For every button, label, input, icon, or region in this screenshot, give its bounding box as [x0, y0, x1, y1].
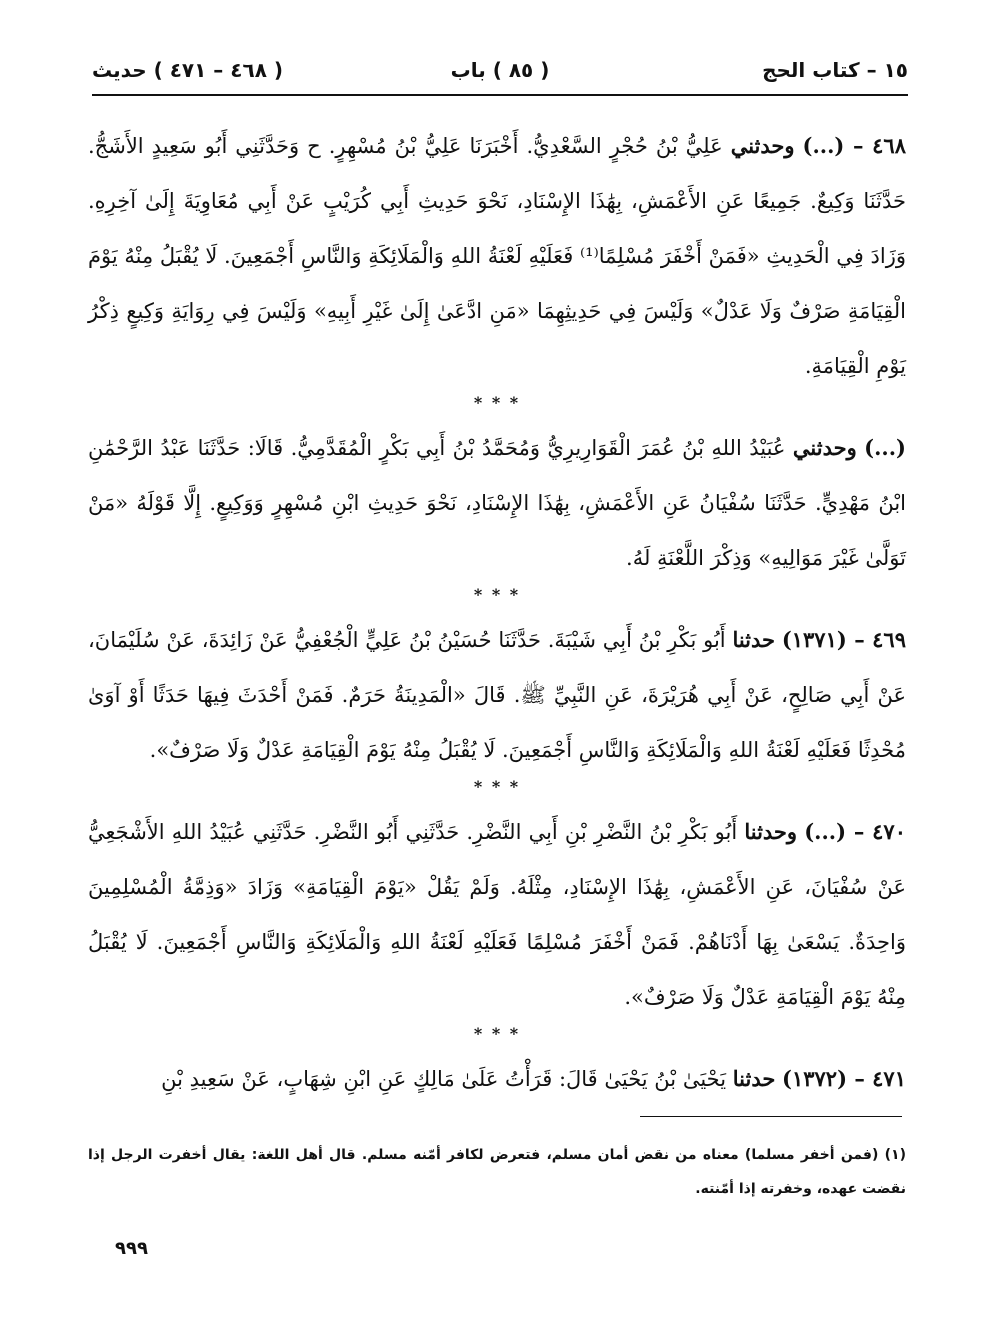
hadith-text	[88, 118, 906, 1107]
hadith-470	[88, 804, 906, 1025]
section-separator: * * *	[473, 585, 521, 604]
section-separator: * * *	[473, 1024, 521, 1043]
narration-lead: حدثنا	[732, 627, 776, 652]
header-chapter: ( ٨٥ ) باب	[450, 58, 550, 82]
footnote: (١) (فمن أخفر مسلما) معناه من نقض أمان مسلم، فتعرض لكافر أمّنه مسلم. قال أهل اللغة: يقال أخفرت الرجل إذا نقضت عهده، وخفرته إذا أمّنته.	[88, 1147, 906, 1197]
section-separator: * * *	[473, 777, 521, 796]
page-number: ٩٩٩	[115, 1238, 148, 1259]
hadith-468	[88, 118, 906, 394]
hadith-468-b	[88, 420, 906, 586]
header-book-title: ١٥ – كتاب الحج	[762, 58, 908, 82]
hadith-body: أَبُو بَكْرِ بْنُ النَّضْرِ بْنِ أَبِي النَّضْرِ. حَدَّثَنِي أَبُو النَّضْرِ. حَدَّثَنِي عُبَيْدُ اللهِ الأَشْجَعِيُّ عَنْ سُفْيَانَ، عَنِ الأَعْمَشِ، بِهَٰذَا الإِسْنَادِ، مِثْلَهُ. وَلَمْ يَقُلْ «يَوْمَ الْقِيَامَةِ» وَزَادَ «وَذِمَّةُ الْمُسْلِمِينَ وَاحِدَةٌ. يَسْعَىٰ بِهَا أَدْنَاهُمْ. فَمَنْ أَخْفَرَ مُسْلِمًا فَعَلَيْهِ لَعْنَةُ اللهِ وَالْمَلَائِكَةِ وَالنَّاسِ أَجْمَعِينَ. لَا يُقْبَلُ مِنْهُ يَوْمَ الْقِيَامَةِ عَدْلٌ وَلَا صَرْفٌ».	[88, 820, 906, 1009]
hadith-number: (...)	[864, 435, 906, 460]
narration-lead: وحدثني	[792, 435, 857, 460]
running-header	[92, 52, 908, 96]
narration-lead: وحدثني	[730, 133, 795, 158]
hadith-body: عُبَيْدُ اللهِ بْنُ عُمَرَ الْقَوَارِيرِيُّ وَمُحَمَّدُ بْنُ أَبِي بَكْرٍ الْمُقَدَّمِيُّ. قَالَا: حَدَّثَنَا عَبْدُ الرَّحْمَٰنِ ابْنُ مَهْدِيٍّ. حَدَّثَنَا سُفْيَانُ عَنِ الأَعْمَشِ، بِهَٰذَا الإِسْنَادِ، نَحْوَ حَدِيثِ ابْنِ مُسْهِرٍ وَوَكِيعٍ. إِلَّا قَوْلَهُ «مَنْ تَوَلَّىٰ غَيْرَ مَوَالِيهِ» وَذِكْرَ اللَّعْنَةِ لَهُ.	[88, 436, 906, 570]
hadith-469	[88, 612, 906, 778]
footnote-rule	[640, 1116, 902, 1117]
narration-lead: وحدثنا	[744, 819, 798, 844]
hadith-number: ٤٧٠ – (...)	[804, 819, 906, 844]
header-hadith-range: ( ٤٦٨ – ٤٧١ ) حديث	[92, 58, 284, 82]
section-separator: * * *	[473, 393, 521, 412]
hadith-471	[88, 1051, 906, 1107]
hadith-body: أَبُو بَكْرِ بْنُ أَبِي شَيْبَةَ. حَدَّثَنَا حُسَيْنُ بْنُ عَلِيٍّ الْجُعْفِيُّ عَنْ زَائِدَةَ، عَنْ سُلَيْمَانَ، عَنْ أَبِي صَالِحٍ، عَنْ أَبِي هُرَيْرَةَ، عَنِ النَّبِيِّ ﷺ. قَالَ «الْمَدِينَةُ حَرَمٌ. فَمَنْ أَحْدَثَ فِيهَا حَدَثًا أَوْ آوَىٰ مُحْدِثًا فَعَلَيْهِ لَعْنَةُ اللهِ وَالْمَلَائِكَةِ وَالنَّاسِ أَجْمَعِينَ. لَا يُقْبَلُ مِنْهُ يَوْمَ الْقِيَامَةِ عَدْلٌ وَلَا صَرْفٌ».	[88, 628, 906, 762]
header-rule	[92, 94, 908, 96]
narration-lead: حدثنا	[732, 1066, 776, 1091]
hadith-number: ٤٦٩ – (١٣٧١)	[781, 627, 906, 652]
hadith-number: ٤٦٨ – (...)	[802, 133, 906, 158]
hadith-number: ٤٧١ – (١٣٧٢)	[782, 1066, 906, 1091]
hadith-body: يَحْيَىٰ بْنُ يَحْيَىٰ قَالَ: قَرَأْتُ عَلَىٰ مَالِكٍ عَنِ ابْنِ شِهَابٍ، عَنْ سَعِيدِ بْنِ	[161, 1067, 727, 1091]
hadith-body: عَلِيُّ بْنُ حُجْرٍ السَّعْدِيُّ. أَخْبَرَنَا عَلِيُّ بْنُ مُسْهِرٍ. ح وَحَدَّثَنِي أَبُو سَعِيدٍ الأَشَجُّ. حَدَّثَنَا وَكِيعٌ. جَمِيعًا عَنِ الأَعْمَشِ، بِهَٰذَا الإِسْنَادِ، نَحْوَ حَدِيثِ أَبِي كُرَيْبٍ عَنْ أَبِي مُعَاوِيَةَ إِلَىٰ آخِرِهِ. وَزَادَ فِي الْحَدِيثِ «فَمَنْ أَخْفَرَ مُسْلِمًا⁽¹⁾ فَعَلَيْهِ لَعْنَةُ اللهِ وَالْمَلَائِكَةِ وَالنَّاسِ أَجْمَعِينَ. لَا يُقْبَلُ مِنْهُ يَوْمَ الْقِيَامَةِ صَرْفٌ وَلَا عَدْلٌ» وَلَيْسَ فِي حَدِيثِهِمَا «مَنِ ادَّعَىٰ إِلَىٰ غَيْرِ أَبِيهِ» وَلَيْسَ فِي رِوَايَةِ وَكِيعٍ ذِكْرُ يَوْمِ الْقِيَامَةِ.	[88, 134, 906, 378]
